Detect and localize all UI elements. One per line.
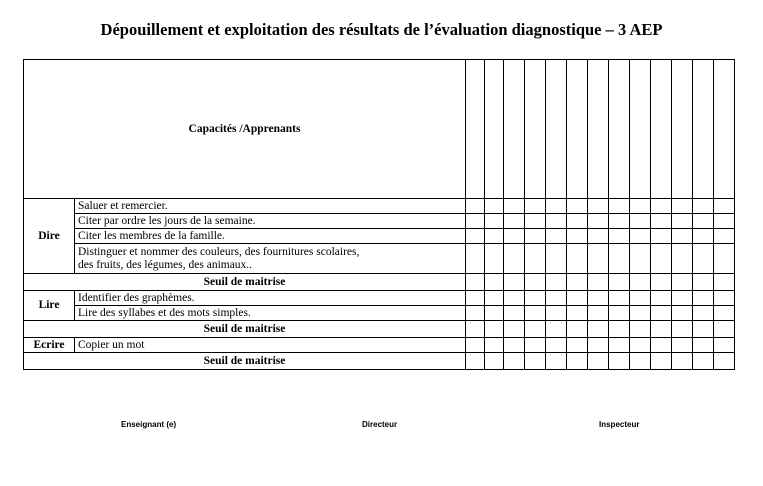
capacity-student-cell: [567, 214, 588, 229]
capacity-student-cell: [651, 229, 672, 244]
header-student-cell: [651, 60, 672, 199]
domain-label-dire: Dire: [24, 199, 75, 274]
capacity-student-cell: [693, 338, 714, 353]
capacity-student-cell: [630, 214, 651, 229]
capacity-student-cell: [546, 214, 567, 229]
threshold-student-cell: [693, 321, 714, 338]
capacity-student-cell: [714, 229, 735, 244]
capacity-student-cell: [525, 291, 546, 306]
capacity-student-cell: [651, 306, 672, 321]
threshold-student-cell: [693, 274, 714, 291]
director-signature-label: Directeur: [362, 420, 398, 429]
header-student-cell: [672, 60, 693, 199]
threshold-student-cell: [567, 353, 588, 370]
inspector-signature-label: Inspecteur: [599, 420, 640, 429]
capacity-line: Copier un mot: [78, 338, 145, 351]
capacity-row: [24, 229, 735, 244]
capacity-student-cell: [504, 306, 525, 321]
capacity-student-cell: [466, 291, 485, 306]
capacity-student-cell: [485, 229, 504, 244]
threshold-student-cell: [525, 353, 546, 370]
capacity-student-cell: [651, 199, 672, 214]
capacity-text: [75, 291, 466, 306]
capacity-student-cell: [567, 229, 588, 244]
capacity-student-cell: [588, 291, 609, 306]
capacity-student-cell: [588, 306, 609, 321]
capacity-student-cell: [588, 214, 609, 229]
capacity-student-cell: [693, 214, 714, 229]
threshold-student-cell: [693, 353, 714, 370]
capacity-student-cell: [609, 306, 630, 321]
threshold-student-cell: [714, 353, 735, 370]
capacity-student-cell: [651, 244, 672, 274]
capacity-line: Distinguer et nommer des couleurs, des fournitures scolaires,: [78, 245, 360, 258]
threshold-student-cell: [588, 321, 609, 338]
capacity-student-cell: [588, 229, 609, 244]
capacity-line: Citer les membres de la famille.: [78, 229, 225, 242]
capacity-student-cell: [466, 199, 485, 214]
threshold-student-cell: [651, 274, 672, 291]
capacity-student-cell: [525, 214, 546, 229]
threshold-student-cell: [630, 353, 651, 370]
capacity-student-cell: [546, 229, 567, 244]
capacity-text: [75, 229, 466, 244]
capacity-student-cell: [609, 291, 630, 306]
capacity-student-cell: [466, 229, 485, 244]
threshold-student-cell: [714, 321, 735, 338]
threshold-student-cell: [672, 274, 693, 291]
capacity-student-cell: [630, 244, 651, 274]
capacity-student-cell: [567, 199, 588, 214]
capacity-student-cell: [525, 306, 546, 321]
capacity-student-cell: [567, 306, 588, 321]
threshold-student-cell: [672, 353, 693, 370]
capacity-line: Identifier des graphèmes.: [78, 291, 195, 304]
capacity-student-cell: [651, 291, 672, 306]
capacity-student-cell: [672, 291, 693, 306]
capacity-student-cell: [714, 291, 735, 306]
capacity-student-cell: [485, 199, 504, 214]
capacity-student-cell: [693, 291, 714, 306]
capacity-student-cell: [525, 244, 546, 274]
threshold-student-cell: [630, 321, 651, 338]
capacity-student-cell: [504, 338, 525, 353]
capacity-student-cell: [609, 214, 630, 229]
threshold-student-cell: [504, 321, 525, 338]
threshold-student-cell: [546, 321, 567, 338]
capacity-student-cell: [546, 338, 567, 353]
capacity-student-cell: [714, 214, 735, 229]
capacity-student-cell: [485, 244, 504, 274]
capacity-student-cell: [525, 338, 546, 353]
capacity-text: [75, 214, 466, 229]
capacity-row: [24, 306, 735, 321]
capacity-student-cell: [588, 244, 609, 274]
capacity-student-cell: [609, 338, 630, 353]
capacity-row: [24, 291, 735, 306]
capacity-student-cell: [485, 338, 504, 353]
capacity-student-cell: [693, 306, 714, 321]
capacity-line: Lire des syllabes et des mots simples.: [78, 306, 251, 319]
header-student-cell: [567, 60, 588, 199]
capacity-student-cell: [651, 338, 672, 353]
capacity-student-cell: [485, 291, 504, 306]
capacity-student-cell: [485, 214, 504, 229]
capacity-student-cell: [546, 291, 567, 306]
capacity-student-cell: [525, 199, 546, 214]
capacity-row: [24, 338, 735, 353]
threshold-student-cell: [567, 274, 588, 291]
threshold-student-cell: [609, 321, 630, 338]
threshold-student-cell: [672, 321, 693, 338]
capacity-student-cell: [504, 229, 525, 244]
threshold-student-cell: [609, 353, 630, 370]
capacity-student-cell: [485, 306, 504, 321]
capacity-student-cell: [504, 199, 525, 214]
threshold-student-cell: [466, 353, 485, 370]
threshold-student-cell: [609, 274, 630, 291]
capacity-student-cell: [504, 291, 525, 306]
threshold-student-cell: [651, 353, 672, 370]
threshold-student-cell: [525, 274, 546, 291]
domain-label-ecrire: Ecrire: [24, 338, 75, 353]
capacity-student-cell: [466, 214, 485, 229]
header-student-cell: [546, 60, 567, 199]
threshold-student-cell: [504, 353, 525, 370]
header-student-cell: [693, 60, 714, 199]
threshold-row: [24, 353, 735, 370]
threshold-student-cell: [588, 274, 609, 291]
capacity-student-cell: [714, 244, 735, 274]
capacity-student-cell: [651, 214, 672, 229]
capacity-text: [75, 338, 466, 353]
threshold-student-cell: [525, 321, 546, 338]
capacity-student-cell: [672, 199, 693, 214]
capacity-student-cell: [693, 244, 714, 274]
capacity-text: [75, 244, 466, 274]
threshold-student-cell: [651, 321, 672, 338]
capacity-student-cell: [714, 306, 735, 321]
capacity-student-cell: [504, 214, 525, 229]
header-student-cell: [714, 60, 735, 199]
capacity-student-cell: [609, 229, 630, 244]
threshold-student-cell: [546, 274, 567, 291]
capacity-text: [75, 306, 466, 321]
capacity-student-cell: [567, 338, 588, 353]
threshold-student-cell: [466, 321, 485, 338]
capacity-student-cell: [630, 306, 651, 321]
header-student-cell: [504, 60, 525, 199]
capacity-student-cell: [588, 199, 609, 214]
threshold-student-cell: [714, 274, 735, 291]
header-student-cell: [466, 60, 485, 199]
capacity-row: [24, 244, 735, 274]
threshold-student-cell: [466, 274, 485, 291]
capacity-student-cell: [567, 291, 588, 306]
capacity-student-cell: [609, 244, 630, 274]
capacity-student-cell: [466, 306, 485, 321]
capacity-row: [24, 199, 735, 214]
threshold-label: Seuil de maitrise: [24, 353, 466, 370]
threshold-student-cell: [588, 353, 609, 370]
capacity-student-cell: [630, 199, 651, 214]
results-table: [23, 59, 735, 370]
capacity-row: [24, 214, 735, 229]
capacity-student-cell: [588, 338, 609, 353]
threshold-student-cell: [504, 274, 525, 291]
teacher-signature-label: Enseignant (e): [121, 420, 177, 429]
header-student-cell: [609, 60, 630, 199]
capacity-text: [75, 199, 466, 214]
capacity-student-cell: [466, 244, 485, 274]
capacity-student-cell: [714, 338, 735, 353]
capacity-student-cell: [630, 291, 651, 306]
threshold-row: [24, 321, 735, 338]
capacity-student-cell: [672, 338, 693, 353]
header-student-cell: [525, 60, 546, 199]
capacity-line: Citer par ordre les jours de la semaine.: [78, 214, 256, 227]
capacity-student-cell: [714, 199, 735, 214]
header-capacities-label: Capacités /Apprenants: [24, 60, 466, 199]
capacity-student-cell: [504, 244, 525, 274]
capacity-student-cell: [546, 244, 567, 274]
threshold-label: Seuil de maitrise: [24, 321, 466, 338]
capacity-student-cell: [630, 338, 651, 353]
capacity-student-cell: [672, 214, 693, 229]
header-student-cell: [485, 60, 504, 199]
header-row: [24, 60, 735, 199]
capacity-student-cell: [693, 199, 714, 214]
threshold-student-cell: [630, 274, 651, 291]
threshold-row: [24, 274, 735, 291]
capacity-student-cell: [672, 306, 693, 321]
threshold-label: Seuil de maitrise: [24, 274, 466, 291]
capacity-student-cell: [609, 199, 630, 214]
capacity-line: Saluer et remercier.: [78, 199, 168, 212]
threshold-student-cell: [546, 353, 567, 370]
capacity-student-cell: [672, 244, 693, 274]
capacity-student-cell: [546, 199, 567, 214]
page-title: Dépouillement et exploitation des résultats de l’évaluation diagnostique – 3 AEP: [100, 20, 663, 39]
capacity-student-cell: [567, 244, 588, 274]
domain-label-lire: Lire: [24, 291, 75, 321]
threshold-student-cell: [485, 353, 504, 370]
threshold-student-cell: [485, 321, 504, 338]
capacity-student-cell: [546, 306, 567, 321]
header-student-cell: [630, 60, 651, 199]
capacity-student-cell: [525, 229, 546, 244]
capacity-student-cell: [693, 229, 714, 244]
header-student-cell: [588, 60, 609, 199]
capacity-student-cell: [630, 229, 651, 244]
threshold-student-cell: [485, 274, 504, 291]
threshold-student-cell: [567, 321, 588, 338]
capacity-student-cell: [672, 229, 693, 244]
capacity-student-cell: [466, 338, 485, 353]
capacity-line: des fruits, des légumes, des animaux..: [78, 258, 253, 271]
